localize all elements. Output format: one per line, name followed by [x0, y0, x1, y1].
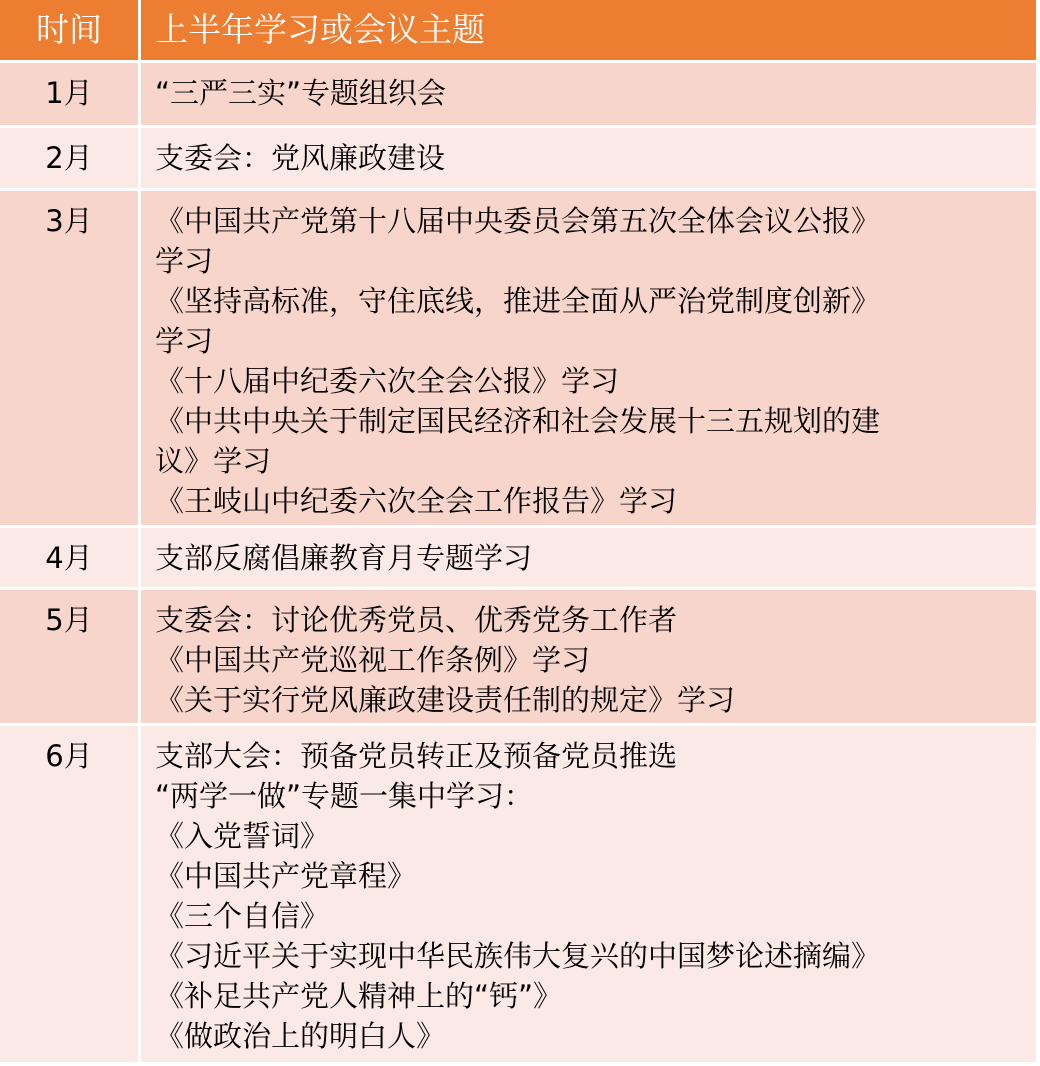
topic-line: 《坚持高标准，守住底线，推进全面从严治党制度创新》: [155, 284, 881, 318]
row-month: 3月: [0, 191, 141, 525]
topic-line: 《三个自信》: [155, 899, 330, 933]
topic-line: 学习: [155, 324, 214, 358]
topic-line: “三严三实”专题组织会: [155, 76, 447, 110]
topic-line: 支部大会：预备党员转正及预备党员推选: [155, 739, 678, 773]
row-topic: [141, 191, 1036, 525]
topic-line: “两学一做”专题一集中学习：: [155, 779, 534, 813]
table-row: [0, 528, 1036, 590]
topic-line: 《入党誓词》: [155, 819, 330, 853]
table-row: [0, 191, 1036, 528]
table-row: [0, 726, 1036, 1065]
topic-line: 支委会：党风廉政建设: [155, 141, 446, 175]
topic-line: 《习近平关于实现中华民族伟大复兴的中国梦论述摘编》: [155, 939, 881, 973]
row-month: 5月: [0, 590, 141, 723]
topic-line: 《中共中央关于制定国民经济和社会发展十三五规划的建: [155, 404, 881, 438]
header-time: 时间: [0, 0, 141, 60]
row-month: 4月: [0, 528, 141, 587]
topic-line: 支部反腐倡廉教育月专题学习: [155, 541, 533, 575]
topic-line: 学习: [155, 244, 214, 278]
topic-line: 《中国共产党巡视工作条例》学习: [155, 643, 591, 677]
table-row: [0, 590, 1036, 726]
topic-line: 《王岐山中纪委六次全会工作报告》学习: [155, 484, 678, 518]
row-month: 6月: [0, 726, 141, 1062]
topic-line: 《中国共产党第十八届中央委员会第五次全体会议公报》: [155, 204, 881, 238]
table-row: [0, 63, 1036, 128]
header-topic: 上半年学习或会议主题: [155, 10, 485, 49]
row-month: 2月: [0, 128, 141, 188]
row-topic: [141, 726, 1036, 1062]
topic-line: 《做政治上的明白人》: [155, 1019, 446, 1053]
topic-line: 《中国共产党章程》: [155, 859, 417, 893]
topic-line: 《补足共产党人精神上的“钙”》: [155, 979, 563, 1013]
row-topic: [141, 63, 1036, 125]
table-header-row: [0, 0, 1036, 63]
table-row: [0, 128, 1036, 191]
topic-line: 《十八届中纪委六次全会公报》学习: [155, 364, 620, 398]
row-topic: [141, 528, 1036, 587]
topic-line: 支委会：讨论优秀党员、优秀党务工作者: [155, 603, 678, 637]
row-topic: [141, 590, 1036, 723]
row-topic: [141, 128, 1036, 188]
row-month: 1月: [0, 63, 141, 125]
topic-line: 议》学习: [155, 444, 272, 478]
topic-line: 《关于实行党风廉政建设责任制的规定》学习: [155, 683, 736, 717]
